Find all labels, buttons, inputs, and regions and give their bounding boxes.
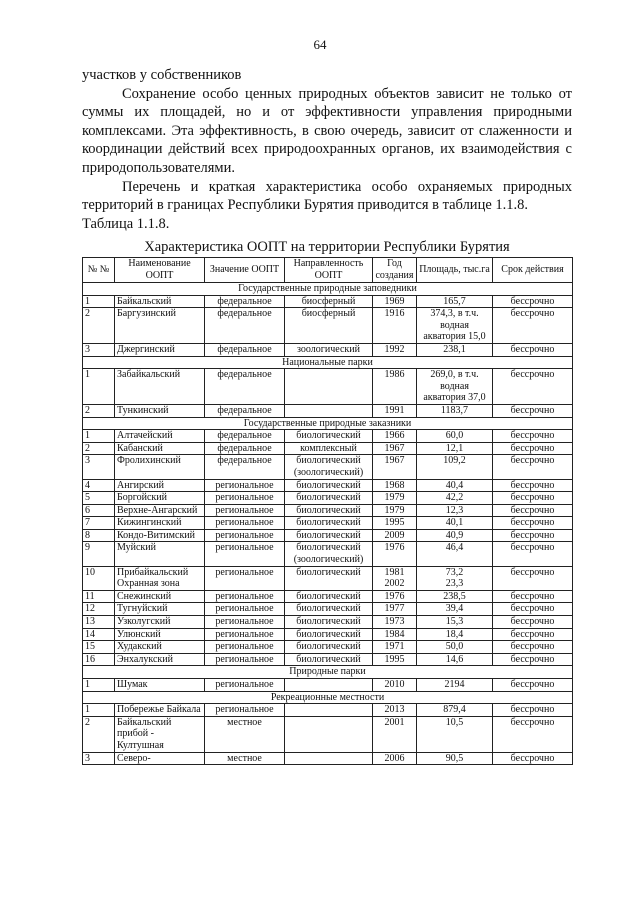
cell-area: 42,2	[417, 492, 493, 505]
section-title: Национальные парки	[83, 356, 573, 369]
cell-name: Забайкальский	[115, 369, 205, 405]
cell-term: бессрочно	[493, 430, 573, 443]
cell-year: 1995	[373, 517, 417, 530]
cell-significance: региональное	[205, 679, 285, 692]
cell-name: Кондо-Витимский	[115, 529, 205, 542]
cell-focus: биологический	[285, 479, 373, 492]
table-row	[83, 442, 573, 455]
cell-area: 109,2	[417, 455, 493, 479]
table-row	[83, 492, 573, 505]
table-row	[83, 455, 573, 479]
table-row	[83, 716, 573, 752]
cell-name: Боргойский	[115, 492, 205, 505]
cell-number: 1	[83, 369, 115, 405]
cell-name: Узколугский	[115, 616, 205, 629]
cell-focus: биологический	[285, 603, 373, 616]
cell-focus: биологический	[285, 504, 373, 517]
cell-significance: региональное	[205, 517, 285, 530]
cell-term: бессрочно	[493, 752, 573, 765]
cell-number: 11	[83, 590, 115, 603]
cell-year: 1981 2002	[373, 566, 417, 590]
cell-year: 1976	[373, 590, 417, 603]
cell-significance: региональное	[205, 590, 285, 603]
cell-term: бессрочно	[493, 442, 573, 455]
table-row	[83, 653, 573, 666]
cell-name: Алтачейский	[115, 430, 205, 443]
cell-significance: федеральное	[205, 442, 285, 455]
cell-name: Тункинский	[115, 404, 205, 417]
cell-name: Кабанский	[115, 442, 205, 455]
table-row	[83, 430, 573, 443]
cell-significance: региональное	[205, 603, 285, 616]
cell-year: 1992	[373, 343, 417, 356]
cell-area: 40,9	[417, 529, 493, 542]
cell-name: Байкальский прибой - Култушная	[115, 716, 205, 752]
page-number: 64	[313, 37, 327, 52]
section-row	[83, 666, 573, 679]
section-title: Государственные природные заповедники	[83, 283, 573, 296]
cell-name: Прибайкальский Охранная зона	[115, 566, 205, 590]
cell-year: 1968	[373, 479, 417, 492]
cell-number: 3	[83, 343, 115, 356]
cell-name: Энхалукский	[115, 653, 205, 666]
column-header-term: Срок действия	[493, 258, 573, 283]
cell-name: Худакский	[115, 641, 205, 654]
cell-year: 1973	[373, 616, 417, 629]
cell-focus	[285, 716, 373, 752]
section-row	[83, 691, 573, 704]
cell-significance: региональное	[205, 529, 285, 542]
cell-number: 2	[83, 442, 115, 455]
cell-area: 879,4	[417, 704, 493, 717]
cell-area: 1183,7	[417, 404, 493, 417]
cell-area: 238,1	[417, 343, 493, 356]
cell-term: бессрочно	[493, 517, 573, 530]
cell-term: бессрочно	[493, 704, 573, 717]
cell-name: Муйский	[115, 542, 205, 566]
cell-area: 39,4	[417, 603, 493, 616]
cell-name: Побережье Байкала	[115, 704, 205, 717]
cell-year: 1991	[373, 404, 417, 417]
cell-significance: федеральное	[205, 369, 285, 405]
cell-term: бессрочно	[493, 369, 573, 405]
cell-significance: местное	[205, 716, 285, 752]
cell-significance: региональное	[205, 479, 285, 492]
cell-year: 1969	[373, 295, 417, 308]
table-row	[83, 704, 573, 717]
cell-term: бессрочно	[493, 492, 573, 505]
cell-name: Шумак	[115, 679, 205, 692]
cell-term: бессрочно	[493, 566, 573, 590]
section-row	[83, 417, 573, 430]
cell-significance: федеральное	[205, 455, 285, 479]
table-row	[83, 404, 573, 417]
table-row	[83, 590, 573, 603]
cell-year: 2010	[373, 679, 417, 692]
cell-name: Джергинский	[115, 343, 205, 356]
column-header-name: Наименование ООПТ	[115, 258, 205, 283]
cell-number: 3	[83, 752, 115, 765]
table-row	[83, 641, 573, 654]
cell-term: бессрочно	[493, 641, 573, 654]
cell-name: Улюнский	[115, 628, 205, 641]
cell-significance: местное	[205, 752, 285, 765]
cell-focus: биологический	[285, 517, 373, 530]
cell-name: Баргузинский	[115, 308, 205, 344]
cell-name: Тугнуйский	[115, 603, 205, 616]
cell-term: бессрочно	[493, 590, 573, 603]
cell-significance: региональное	[205, 653, 285, 666]
cell-year: 1986	[373, 369, 417, 405]
paragraph: Сохранение особо ценных природных объектов зависит не только от суммы их площадей, но и от эффективности управления природными комплексами. Эта эффективность, в свою очередь, зависит от слаженности и координации действий всех природоохранных органов, их взаимодействия с природопользователями.	[82, 85, 572, 176]
cell-term: бессрочно	[493, 529, 573, 542]
cell-term: бессрочно	[493, 295, 573, 308]
cell-name: Байкальский	[115, 295, 205, 308]
cell-number: 2	[83, 716, 115, 752]
section-title: Рекреационные местности	[83, 691, 573, 704]
cell-significance: региональное	[205, 616, 285, 629]
cell-focus: комплексный	[285, 442, 373, 455]
section-row	[83, 283, 573, 296]
table-row	[83, 628, 573, 641]
cell-number: 16	[83, 653, 115, 666]
cell-area: 60,0	[417, 430, 493, 443]
section-row	[83, 356, 573, 369]
table-row	[83, 343, 573, 356]
column-header-number: № №	[83, 258, 115, 283]
cell-year: 1976	[373, 542, 417, 566]
cell-focus	[285, 679, 373, 692]
cell-name: Кижингинский	[115, 517, 205, 530]
cell-focus: биологический	[285, 653, 373, 666]
cell-significance: региональное	[205, 628, 285, 641]
cell-focus: биологический	[285, 590, 373, 603]
table-row	[83, 603, 573, 616]
cell-significance: региональное	[205, 704, 285, 717]
table-row	[83, 295, 573, 308]
cell-focus: биосферный	[285, 308, 373, 344]
cell-significance: федеральное	[205, 295, 285, 308]
cell-number: 5	[83, 492, 115, 505]
cell-focus: биологический	[285, 430, 373, 443]
cell-year: 1971	[373, 641, 417, 654]
cell-term: бессрочно	[493, 616, 573, 629]
cell-focus: биологический (зоологический)	[285, 542, 373, 566]
table-row	[83, 308, 573, 344]
table-label: Таблица 1.1.8.	[82, 215, 170, 232]
cell-number: 3	[83, 455, 115, 479]
cell-focus: биологический	[285, 641, 373, 654]
cell-number: 4	[83, 479, 115, 492]
cell-area: 12,3	[417, 504, 493, 517]
oopt-table	[82, 257, 573, 765]
cell-year: 2006	[373, 752, 417, 765]
table-row	[83, 479, 573, 492]
cell-number: 9	[83, 542, 115, 566]
cell-term: бессрочно	[493, 455, 573, 479]
cell-focus	[285, 404, 373, 417]
cell-year: 1967	[373, 455, 417, 479]
cell-area: 12,1	[417, 442, 493, 455]
cell-focus: биологический	[285, 566, 373, 590]
cell-term: бессрочно	[493, 542, 573, 566]
cell-focus: биологический	[285, 529, 373, 542]
cell-significance: федеральное	[205, 343, 285, 356]
cell-term: бессрочно	[493, 343, 573, 356]
cell-area: 10,5	[417, 716, 493, 752]
cell-year: 1966	[373, 430, 417, 443]
table-body	[83, 283, 573, 765]
cell-area: 50,0	[417, 641, 493, 654]
table-row	[83, 517, 573, 530]
paragraph: Перечень и краткая характеристика особо охраняемых природных территорий в границах Республики Бурятия приводится в таблице 1.1.8.	[82, 178, 572, 214]
table-row	[83, 504, 573, 517]
cell-area: 73,2 23,3	[417, 566, 493, 590]
cell-number: 1	[83, 295, 115, 308]
cell-term: бессрочно	[493, 653, 573, 666]
cell-area: 18,4	[417, 628, 493, 641]
cell-number: 2	[83, 308, 115, 344]
cell-year: 1967	[373, 442, 417, 455]
column-header-year: Год создания	[373, 258, 417, 283]
cell-significance: региональное	[205, 504, 285, 517]
cell-number: 1	[83, 704, 115, 717]
cell-significance: федеральное	[205, 430, 285, 443]
table-title: Характеристика ООПТ на территории Республики Бурятия	[144, 239, 510, 255]
table-header-row	[83, 258, 573, 283]
cell-focus: биологический	[285, 628, 373, 641]
cell-year: 2013	[373, 704, 417, 717]
cell-term: бессрочно	[493, 308, 573, 344]
column-header-focus: Направленность ООПТ	[285, 258, 373, 283]
cell-name: Верхне-Ангарский	[115, 504, 205, 517]
section-title: Государственные природные заказники	[83, 417, 573, 430]
table-row	[83, 679, 573, 692]
cell-number: 15	[83, 641, 115, 654]
cell-focus	[285, 752, 373, 765]
cell-area: 15,3	[417, 616, 493, 629]
cell-number: 13	[83, 616, 115, 629]
cell-area: 46,4	[417, 542, 493, 566]
cell-year: 2009	[373, 529, 417, 542]
cell-year: 1977	[373, 603, 417, 616]
cell-term: бессрочно	[493, 479, 573, 492]
table-row	[83, 542, 573, 566]
cell-term: бессрочно	[493, 603, 573, 616]
table-row	[83, 616, 573, 629]
cell-number: 2	[83, 404, 115, 417]
cell-area: 40,4	[417, 479, 493, 492]
column-header-area: Площадь, тыс.га	[417, 258, 493, 283]
cell-number: 7	[83, 517, 115, 530]
cell-area: 2194	[417, 679, 493, 692]
cell-term: бессрочно	[493, 679, 573, 692]
table-row	[83, 566, 573, 590]
section-title: Природные парки	[83, 666, 573, 679]
cell-number: 1	[83, 679, 115, 692]
cell-area: 165,7	[417, 295, 493, 308]
cell-year: 1916	[373, 308, 417, 344]
cell-term: бессрочно	[493, 628, 573, 641]
cell-term: бессрочно	[493, 404, 573, 417]
cell-focus: зоологический	[285, 343, 373, 356]
cell-year: 1979	[373, 504, 417, 517]
table-row	[83, 752, 573, 765]
cell-area: 269,0, в т.ч. водная акватория 37,0	[417, 369, 493, 405]
cell-number: 14	[83, 628, 115, 641]
cell-number: 1	[83, 430, 115, 443]
cell-year: 1979	[373, 492, 417, 505]
cell-area: 238,5	[417, 590, 493, 603]
cell-name: Ангирский	[115, 479, 205, 492]
cell-significance: региональное	[205, 641, 285, 654]
table-row	[83, 369, 573, 405]
cell-number: 8	[83, 529, 115, 542]
cell-number: 10	[83, 566, 115, 590]
cell-term: бессрочно	[493, 716, 573, 752]
paragraph: участков у собственников	[82, 67, 242, 83]
cell-year: 2001	[373, 716, 417, 752]
body-text	[82, 66, 572, 233]
cell-focus	[285, 704, 373, 717]
cell-number: 12	[83, 603, 115, 616]
cell-year: 1995	[373, 653, 417, 666]
cell-focus: биосферный	[285, 295, 373, 308]
cell-area: 374,3, в т.ч. водная акватория 15,0	[417, 308, 493, 344]
cell-significance: региональное	[205, 566, 285, 590]
cell-name: Фролихинский	[115, 455, 205, 479]
cell-focus: биологический	[285, 616, 373, 629]
cell-significance: региональное	[205, 542, 285, 566]
cell-focus: биологический	[285, 492, 373, 505]
cell-area: 90,5	[417, 752, 493, 765]
cell-name: Снежинский	[115, 590, 205, 603]
cell-significance: федеральное	[205, 308, 285, 344]
cell-year: 1984	[373, 628, 417, 641]
cell-area: 14,6	[417, 653, 493, 666]
cell-area: 40,1	[417, 517, 493, 530]
table-row	[83, 529, 573, 542]
cell-term: бессрочно	[493, 504, 573, 517]
column-header-significance: Значение ООПТ	[205, 258, 285, 283]
cell-focus	[285, 369, 373, 405]
cell-significance: федеральное	[205, 404, 285, 417]
cell-number: 6	[83, 504, 115, 517]
cell-significance: региональное	[205, 492, 285, 505]
cell-name: Северо-	[115, 752, 205, 765]
cell-focus: биологический (зоологичеcкий)	[285, 455, 373, 479]
